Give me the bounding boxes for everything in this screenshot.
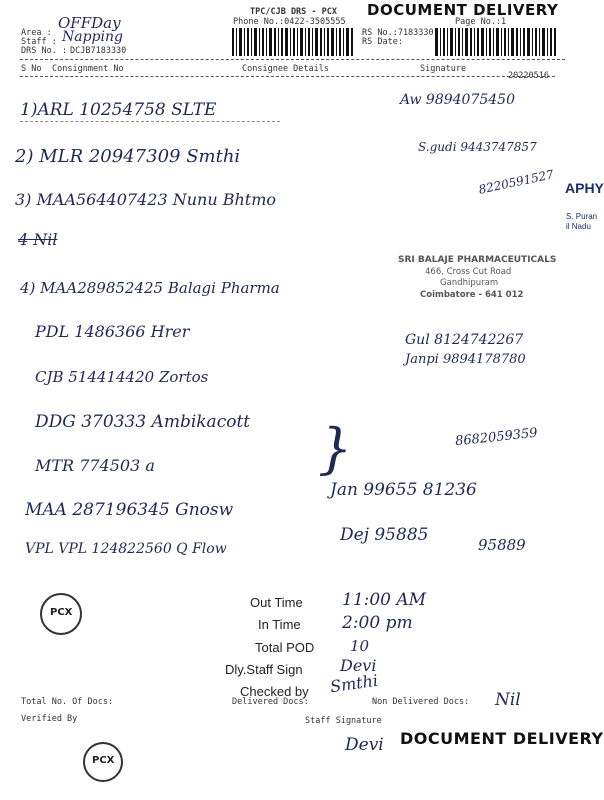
pcx-stamp-label: PCX (50, 607, 73, 618)
in-time-label: In Time (258, 617, 301, 632)
header-divider (20, 59, 565, 60)
area-value: OFFDay (58, 14, 121, 32)
in-time-value: 2:00 pm (342, 613, 413, 633)
list-date: 20220516 (508, 71, 549, 81)
pharma-stamp-address: 466, Cross Cut Road (425, 267, 512, 277)
list-item: PDL 1486366 Hrer (35, 322, 190, 341)
column-sno: S No (21, 64, 42, 74)
list-item: 2) MLR 20947309 Smthi (15, 146, 241, 167)
list-item: MTR 774503 a (35, 456, 155, 475)
staff-label: Staff : (21, 37, 57, 47)
side-fragment-c: il Nadu (566, 222, 591, 231)
list-item: 4 Nil (18, 230, 58, 249)
drs-no-value: DCJB7183330 (70, 46, 127, 56)
total-pod-label: Total POD (255, 640, 315, 655)
pcx-stamp (40, 593, 82, 635)
pharma-stamp-name: SRI BALAJE PHARMACEUTICALS (398, 255, 557, 265)
total-docs-label: Total No. Of Docs: (21, 697, 114, 707)
route-header: TPC/CJB DRS - PCX (250, 7, 337, 17)
pharma-stamp-city: Coimbatore - 641 012 (420, 290, 524, 300)
non-delivered-docs-label: Non Delivered Docs: (372, 697, 470, 707)
total-pod-value: 10 (350, 637, 370, 655)
document-title: DOCUMENT DELIVERY (367, 1, 559, 19)
entry-signature: Aw 9894075450 (400, 92, 515, 108)
list-item: DDG 370333 Ambikacott (35, 412, 251, 432)
barcode (435, 28, 557, 56)
column-divider (20, 76, 555, 77)
pharma-stamp-area: Gandhipuram (440, 278, 499, 288)
staff-value: Napping (62, 29, 123, 45)
entry-signature-extra: 95889 (478, 536, 526, 554)
column-consignment: Consignment No (52, 64, 124, 74)
list-item: CJB 514414420 Zortos (35, 368, 209, 386)
brace-mark: } (318, 417, 353, 480)
rs-date: RS Date: (362, 37, 403, 47)
barcode (232, 28, 354, 56)
bottom-pcx-stamp (83, 742, 123, 782)
list-item: 1)ARL 10254758 SLTE (20, 100, 217, 120)
page-number: Page No.:1 (455, 17, 507, 27)
bottom-pcx-stamp-label: PCX (92, 755, 115, 766)
list-item: 3) MAA564407423 Nunu Bhtmo (15, 190, 276, 209)
bottom-title: DOCUMENT DELIVERY (400, 729, 604, 748)
rs-number: RS No.:7183330 (362, 28, 434, 38)
staff-signature-label: Staff Signature (305, 716, 382, 726)
entry-signature: Jan 99655 81236 (330, 480, 477, 500)
column-consignee: Consignee Details (242, 64, 329, 74)
entry-signature: Gul 8124742267 (405, 332, 524, 348)
entry-signature: Janpi 9894178780 (405, 352, 526, 367)
side-fragment-a: APHY (565, 180, 604, 196)
drs-no-label: DRS No. : (21, 46, 68, 56)
area-label: Area : (21, 28, 52, 38)
entry-signature: 8220591527 (477, 167, 555, 197)
checked-by-value: Smthi (328, 670, 380, 697)
staff-sign-value: Devi (340, 656, 377, 675)
entry-signature: S.gudi 9443747857 (418, 140, 537, 154)
list-item: VPL VPL 124822560 Q Flow (25, 541, 227, 557)
checked-by-label: Checked by (240, 684, 309, 699)
entry-signature: Dej 95885 (340, 525, 429, 545)
verified-by-label: Verified By (21, 714, 78, 724)
delivered-docs-label: Delivered Docs: (232, 697, 309, 707)
entry-underline (20, 121, 280, 122)
entry-signature: 8682059359 (454, 425, 539, 450)
out-time-label: Out Time (250, 595, 303, 610)
phone-number: Phone No.:0422-3505555 (233, 17, 346, 27)
list-item: 4) MAA289852425 Balagi Pharma (20, 279, 280, 297)
staff-sign-label: Dly.Staff Sign (225, 662, 303, 677)
bottom-signature: Devi (345, 735, 384, 755)
side-fragment-b: S. Puran (566, 212, 598, 221)
list-item: MAA 287196345 Gnosw (25, 500, 234, 520)
non-delivered-value: Nil (495, 690, 521, 710)
out-time-value: 11:00 AM (342, 590, 427, 610)
column-signature: Signature (420, 64, 467, 74)
